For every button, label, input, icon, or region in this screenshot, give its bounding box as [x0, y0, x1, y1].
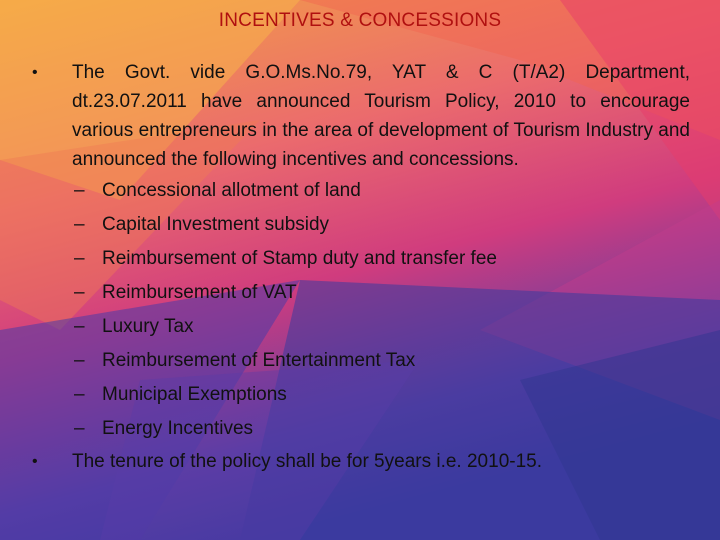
closing-bullet [30, 447, 690, 476]
list-item [74, 242, 690, 276]
bullet-marker: • [32, 64, 38, 81]
list-item-text: Capital Investment subsidy [102, 214, 330, 235]
list-item [74, 208, 690, 242]
dash-marker: – [74, 214, 85, 235]
list-item [74, 174, 690, 208]
dash-marker: – [74, 316, 85, 337]
dash-marker: – [74, 384, 85, 405]
list-item-text: Luxury Tax [102, 316, 194, 337]
list-item-text: Municipal Exemptions [102, 384, 287, 405]
bullet-marker: • [32, 453, 38, 470]
list-item [74, 412, 690, 446]
list-item-text: Reimbursement of VAT [102, 282, 297, 303]
list-item-text: Reimbursement of Entertainment Tax [102, 350, 416, 371]
dash-marker: – [74, 350, 85, 371]
slide-title: INCENTIVES & CONCESSIONS [218, 10, 502, 31]
dash-marker: – [74, 248, 85, 269]
list-item [74, 378, 690, 412]
dash-marker: – [74, 180, 85, 201]
dash-marker: – [74, 418, 85, 439]
list-item-text: Energy Incentives [102, 418, 254, 439]
intro-bullet [30, 58, 690, 174]
list-item [74, 310, 690, 344]
intro-text: The Govt. vide G.O.Ms.No.79, YAT & C (T/A2) Department, dt.23.07.2011 have announced Tourism Policy, 2010 to encourage various entrepreneurs in the area of development of Tourism Industry and announced the following incentives and concessions. [72, 62, 690, 170]
list-item-text: Reimbursement of Stamp duty and transfer fee [102, 248, 497, 269]
closing-text: The tenure of the policy shall be for 5years i.e. 2010-15. [72, 451, 542, 472]
list-item [74, 344, 690, 378]
dash-marker: – [74, 282, 85, 303]
list-item [74, 276, 690, 310]
slide-content [30, 58, 690, 476]
list-item-text: Concessional allotment of land [102, 180, 361, 201]
